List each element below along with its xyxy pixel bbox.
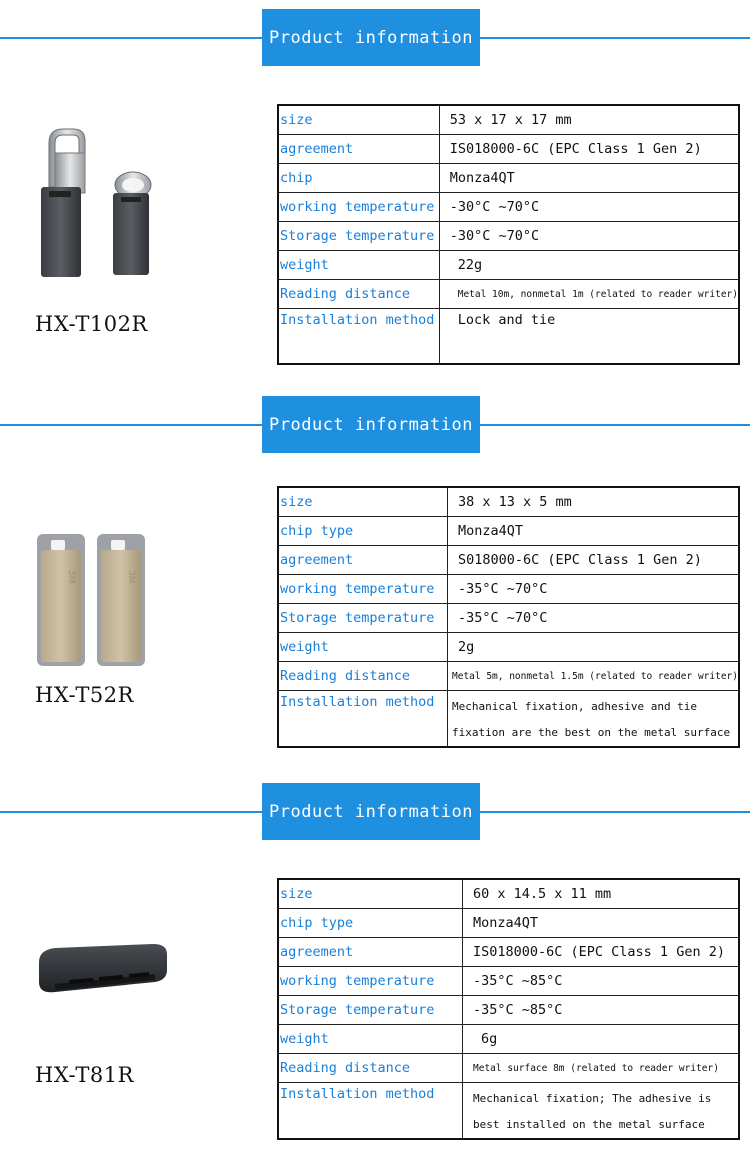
product-info-banner: Product information <box>262 783 480 840</box>
table-row <box>278 967 739 996</box>
spec-value: Metal surface 8m (related to reader writer) <box>463 1054 740 1083</box>
spec-value: Metal 10m, nonmetal 1m (related to reader writer) <box>439 280 739 309</box>
table-row <box>278 1083 739 1140</box>
spec-value: 2g <box>448 633 739 662</box>
spec-value: Monza4QT <box>439 164 739 193</box>
table-row <box>278 575 739 604</box>
product-section-3 <box>0 765 750 1155</box>
table-row <box>278 879 739 909</box>
spec-key: weight <box>278 1025 463 1054</box>
spec-value: Monza4QT <box>448 517 739 546</box>
spec-value: Mechanical fixation, adhesive and tie fixation are the best on the metal surface <box>448 691 739 748</box>
spec-key: size <box>278 105 439 135</box>
spec-key: Installation method <box>278 691 448 748</box>
spec-key: Reading distance <box>278 280 439 309</box>
product-info-banner: Product information <box>262 396 480 453</box>
spec-value: 60 x 14.5 x 11 mm <box>463 879 740 909</box>
table-row <box>278 604 739 633</box>
product-model-name: HX-T52R <box>35 683 134 707</box>
spec-value: 22g <box>439 251 739 280</box>
table-row <box>278 487 739 517</box>
rfid-bar-tag-image <box>35 940 175 1010</box>
rfid-adhesive-tags-image <box>35 530 165 670</box>
spec-value: 38 x 13 x 5 mm <box>448 487 739 517</box>
product-section-2 <box>0 380 750 765</box>
spec-value: Mechanical fixation; The adhesive is best installed on the metal surface <box>463 1083 740 1140</box>
table-row <box>278 662 739 691</box>
spec-value: Monza4QT <box>463 909 740 938</box>
spec-key: size <box>278 487 448 517</box>
spec-key: working temperature <box>278 575 448 604</box>
spec-key: chip type <box>278 909 463 938</box>
spec-value: -35°C ~70°C <box>448 575 739 604</box>
table-row <box>278 105 739 135</box>
table-row <box>278 691 739 748</box>
table-row <box>278 633 739 662</box>
spec-key: Storage temperature <box>278 996 463 1025</box>
spec-key: agreement <box>278 546 448 575</box>
table-row <box>278 280 739 309</box>
table-row <box>278 135 739 164</box>
spec-key: size <box>278 879 463 909</box>
rfid-tag-with-metal-clip-image <box>35 125 165 285</box>
table-row <box>278 222 739 251</box>
table-row <box>278 251 739 280</box>
table-row <box>278 164 739 193</box>
spec-value: IS018000-6C (EPC Class 1 Gen 2) <box>439 135 739 164</box>
table-row <box>278 517 739 546</box>
spec-key: Reading distance <box>278 1054 463 1083</box>
spec-table <box>277 104 740 365</box>
product-section-1 <box>0 0 750 380</box>
product-model-name: HX-T102R <box>35 312 148 336</box>
spec-key: Storage temperature <box>278 222 439 251</box>
spec-key: Installation method <box>278 1083 463 1140</box>
table-row <box>278 193 739 222</box>
table-row <box>278 546 739 575</box>
table-row <box>278 309 739 365</box>
spec-value: 53 x 17 x 17 mm <box>439 105 739 135</box>
spec-key: chip <box>278 164 439 193</box>
svg-text:3M: 3M <box>126 570 136 584</box>
spec-table <box>277 878 740 1140</box>
spec-key: Reading distance <box>278 662 448 691</box>
spec-value: S018000-6C (EPC Class 1 Gen 2) <box>448 546 739 575</box>
spec-value: IS018000-6C (EPC Class 1 Gen 2) <box>463 938 740 967</box>
table-row <box>278 938 739 967</box>
spec-key: working temperature <box>278 967 463 996</box>
spec-key: Installation method <box>278 309 439 365</box>
product-model-name: HX-T81R <box>35 1063 134 1087</box>
spec-value: Metal 5m, nonmetal 1.5m (related to reader writer) <box>448 662 739 691</box>
svg-text:3M: 3M <box>66 570 76 584</box>
table-row <box>278 1054 739 1083</box>
table-row <box>278 909 739 938</box>
table-row <box>278 996 739 1025</box>
spec-key: Storage temperature <box>278 604 448 633</box>
spec-value: -30°C ~70°C <box>439 193 739 222</box>
spec-table <box>277 486 740 748</box>
table-row <box>278 1025 739 1054</box>
spec-value: Lock and tie <box>439 309 739 365</box>
product-info-banner: Product information <box>262 9 480 66</box>
spec-value: -35°C ~85°C <box>463 996 740 1025</box>
spec-key: chip type <box>278 517 448 546</box>
spec-value: -35°C ~85°C <box>463 967 740 996</box>
spec-value: -35°C ~70°C <box>448 604 739 633</box>
spec-key: agreement <box>278 938 463 967</box>
spec-value: -30°C ~70°C <box>439 222 739 251</box>
spec-key: working temperature <box>278 193 439 222</box>
spec-value: 6g <box>463 1025 740 1054</box>
spec-key: weight <box>278 633 448 662</box>
spec-key: weight <box>278 251 439 280</box>
spec-key: agreement <box>278 135 439 164</box>
